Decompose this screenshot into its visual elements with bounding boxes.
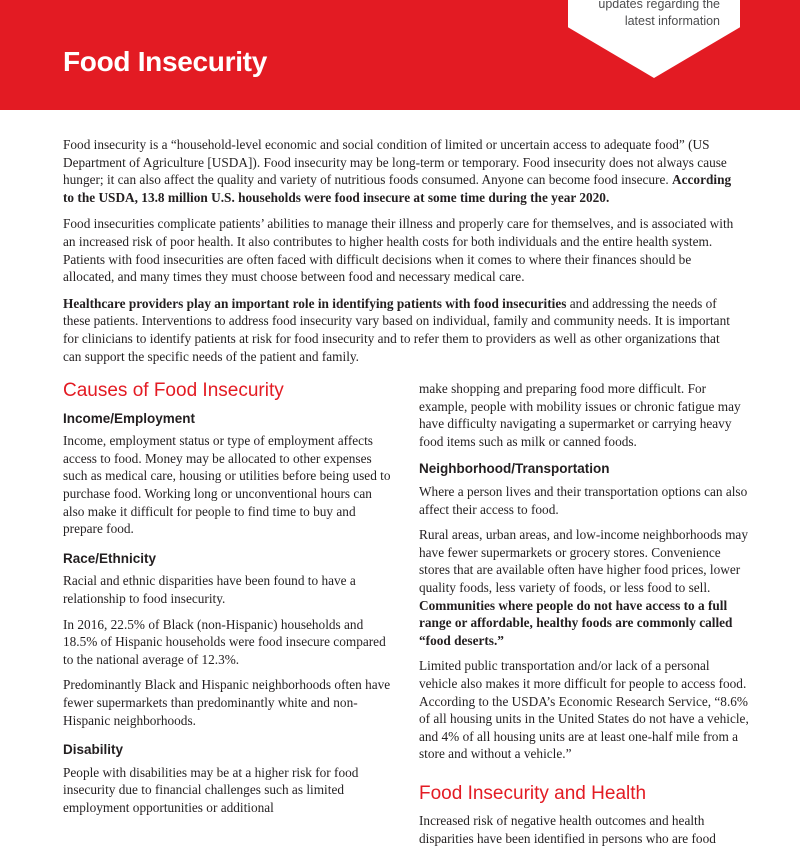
intro-paragraph-2: Food insecurities complicate patients’ abilities to manage their illness and properly care for themselves, and is associated with an increased risk of poor health. It also contributes to higher health costs for both individuals and the entire health system. Patients with food insecurities are often faced with difficult decisions when it comes to where their finances should be allocated, and many times they must choose between food and necessary medical care. [63,216,734,285]
race-paragraph-2: In 2016, 22.5% of Black (non-Hispanic) households and 18.5% of Hispanic households were food insecure compared to the national average of 12.3%. [63,616,386,667]
neighborhood-paragraph-2 [419,526,749,649]
disability-text: People with disabilities may be at a higher risk for food insecurity due to financial challenges such as limited employment opportunities or additional [63,764,359,815]
disability-heading: Disability [63,742,124,758]
health-text: Increased risk of negative health outcomes and health disparities have been identified in persons who are food [419,813,716,847]
health-heading: Food Insecurity and Health [419,782,647,804]
intro-p3-highlight: Healthcare providers play an important role in identifying patients with food insecurities [63,295,567,311]
right-column [419,380,749,856]
neighborhood-paragraph-3: Limited public transportation and/or lack of a personal vehicle also makes it more difficult for people to access food. According to the USDA’s Economic Research Service, “8.6% of all housing units in the United States do not have a vehicle, and 4% of all housing units are at least one-half mile from a store and without a vehicle.” [419,658,749,762]
info-tab-line-1: updates regarding the [598,0,720,11]
info-tab-line-2: latest information [624,14,720,28]
intro-paragraph-3 [63,295,739,365]
race-paragraph-3: Predominantly Black and Hispanic neighborhoods often have fewer supermarkets than predominantly white and non-Hispanic neighborhoods. [63,677,391,728]
intro-paragraph-1 [63,136,739,206]
income-text: Income, employment status or type of employment affects access to food. Money may be allocated to other expenses such as medical care, housing or utilities before being used to purchase food. Working long or unconventional hours can also make it difficult for people to find time to buy and prepare food. [63,433,391,537]
neighborhood-p2-highlight: Communities where people do not have access to a full range or affordable, healthy foods are commonly called “food deserts.” [419,597,733,648]
page-title: Food Insecurity [63,46,267,77]
intro-p1-text: Food insecurity is a “household-level economic and social condition of limited or uncertain access to adequate food” (US Department of Agriculture [USDA]). Food insecurity may be long-term or temporary. Food insecurity does not always cause hunger; it can also affect the quality and variety of nutritious foods consumed. Anyone can become food insecure. [63,137,727,188]
disability-continued-text: make shopping and preparing food more difficult. For example, people with mobility issues or chronic fatigue may have difficulty navigating a supermarket or carrying heavy food items such as milk or canned foods. [419,381,741,449]
left-column [63,380,393,824]
race-heading: Race/Ethnicity [63,550,157,566]
neighborhood-heading: Neighborhood/Transportation [419,461,610,477]
neighborhood-paragraph-1: Where a person lives and their transportation options can also affect their access to food. [419,483,748,517]
income-heading: Income/Employment [63,410,196,426]
race-paragraph-1: Racial and ethnic disparities have been found to have a relationship to food insecurity. [63,573,356,606]
intro-p3-text: and addressing the needs of these patients. Interventions to address food insecurity vary based on individual, family and community needs. It is important for clinicians to identify patients at risk for food insecurity and to refer them to providers as well as other organizations that can support the specific needs of the patient and family. [63,295,730,364]
intro-p1-highlight: According to the USDA, 13.8 million U.S. households were food insecure at some time during the year 2020. [63,172,732,205]
info-tab-text [568,0,720,30]
intro-section [63,136,739,374]
neighborhood-p2-text: Rural areas, urban areas, and low-income neighborhoods may have fewer supermarkets or grocery stores. Convenience stores that are available often have higher food prices, lower quality foods, less variety of foods, or less food to sell. [419,527,748,595]
causes-heading: Causes of Food Insecurity [63,380,284,401]
